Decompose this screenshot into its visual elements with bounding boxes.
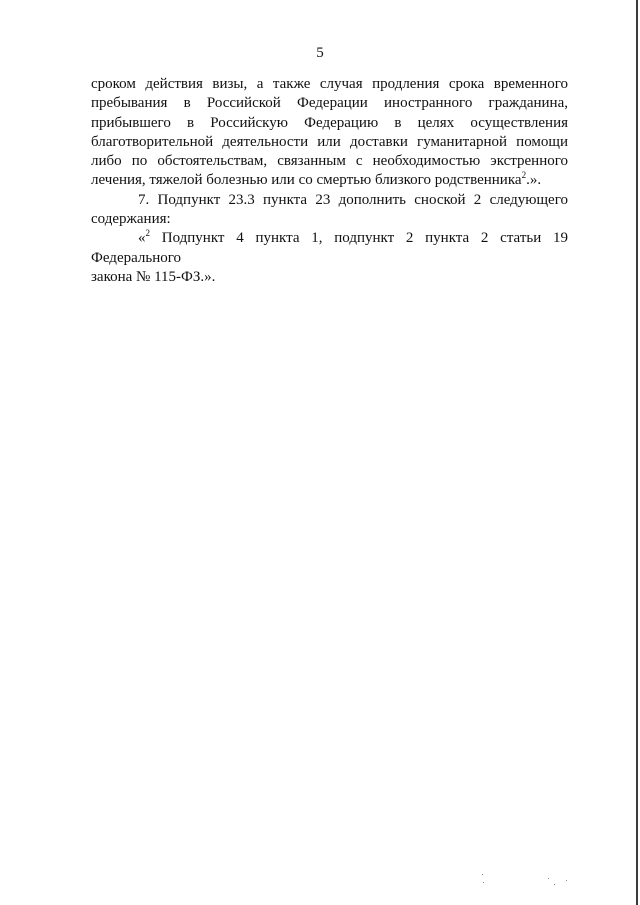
speck <box>554 884 555 885</box>
text-fragment: .». <box>526 172 542 189</box>
page-number: 5 <box>316 45 324 61</box>
document-body <box>91 75 568 287</box>
text-line: либо по обстоятельствам, связанным с необходимостью экстренного <box>91 153 568 170</box>
paragraph-item-7 <box>91 191 568 230</box>
text-line: закона № 115-ФЗ.». <box>91 268 216 285</box>
footnote-marker: 2 <box>521 170 527 181</box>
text-line: благотворительной деятельности или доставки гуманитарной помощи <box>91 133 568 150</box>
page-edge-shadow <box>636 0 638 905</box>
text-line: сроком действия визы, а также случая продления срока временного <box>91 76 568 92</box>
text-line-last <box>91 171 568 190</box>
text-line: прибывшего в Российскую Федерацию в целях осуществления <box>91 114 568 131</box>
text-fragment: Подпункт 4 пункта 1, подпункт 2 пункта 2 статьи 19 Федерального <box>91 230 568 266</box>
paragraph-footnote-text <box>91 229 568 287</box>
speck <box>483 882 484 883</box>
speck <box>548 878 549 879</box>
footnote-marker: 2 <box>145 228 150 239</box>
speck <box>482 874 483 875</box>
speck <box>566 880 567 881</box>
text-line <box>91 229 568 268</box>
paragraph-visa-continuation <box>91 75 568 191</box>
text-line: 7. Подпункт 23.3 пункта 23 дополнить сноской 2 следующего <box>138 191 568 208</box>
text-fragment: « <box>138 230 146 247</box>
text-line: пребывания в Российской Федерации иностранного гражданина, <box>91 95 568 112</box>
text-fragment: лечения, тяжелой болезнью или со смертью близкого родственника <box>91 172 522 189</box>
text-line: содержания: <box>91 211 171 228</box>
scan-noise <box>480 870 580 890</box>
